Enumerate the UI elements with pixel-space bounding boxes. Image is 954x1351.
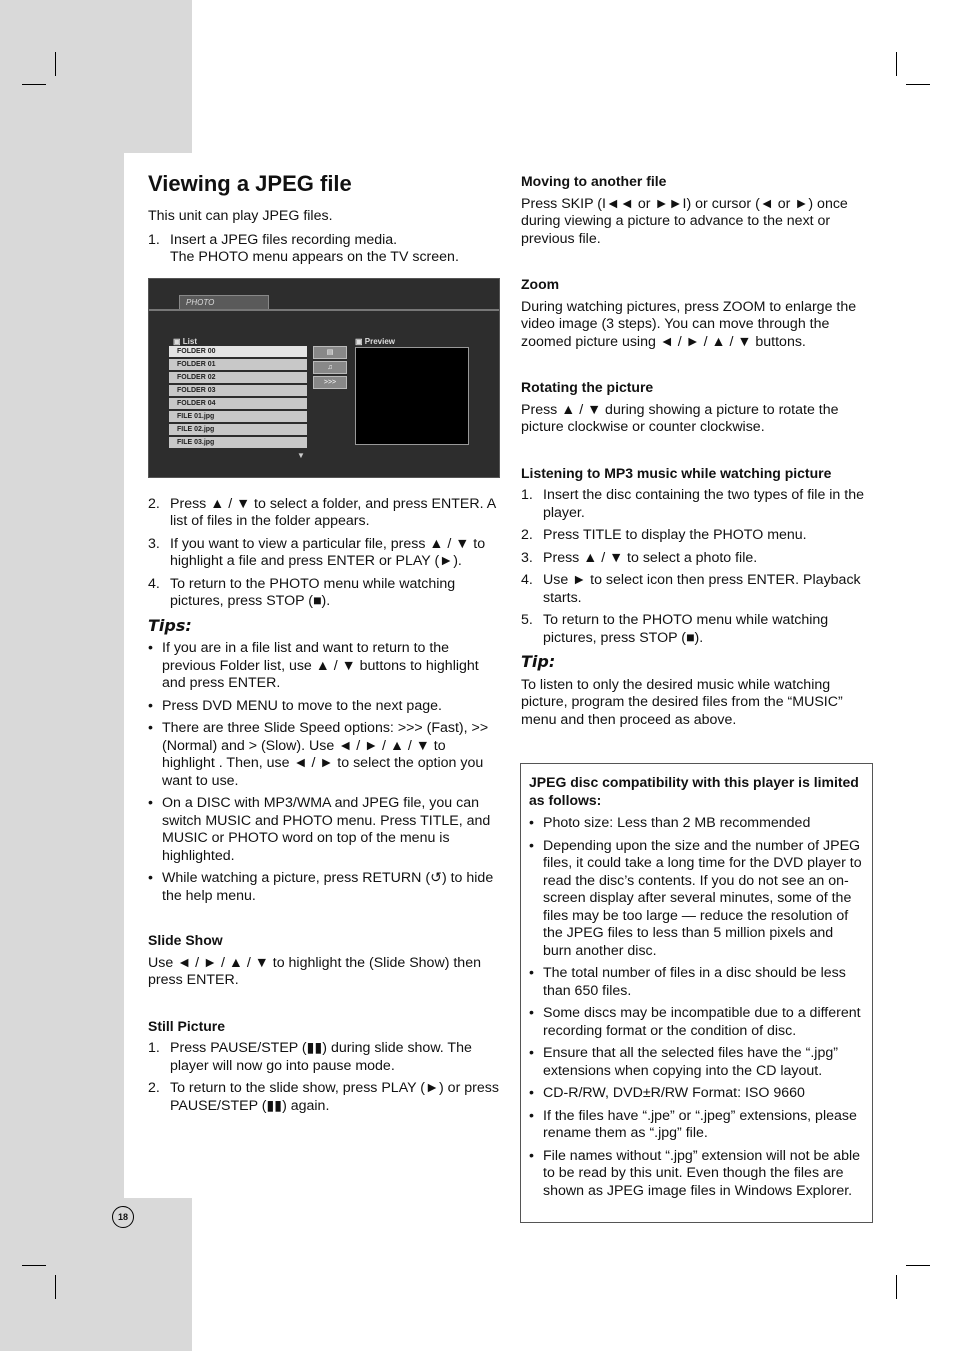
mp3-step: 2. Press TITLE to display the PHOTO menu. [521,527,807,543]
step-text: The PHOTO menu appears on the TV screen. [170,249,459,265]
compat-item: • Some discs may be incompatible due to a different recording format or the condition of disc. [529,1005,861,1039]
tip-item: • Press DVD MENU to move to the next page. [148,697,442,714]
slide-show-text: Use ◄ / ► / ▲ / ▼ to highlight the (Slide Show) then press ENTER. [148,954,481,988]
rotate-heading: Rotating the picture [521,379,654,395]
preview-window [355,347,469,445]
list-item: FOLDER 03 [169,385,307,396]
compat-item: • Depending upon the size and the number of JPEG files, it could take a long time for the DVD player to read the disc’s contents. If you do not see an on-screen display after several minutes, some of the files may be too large — reduce the resolution of the JPEG files to less than 5 million pixels and burn another disc. [529,837,862,959]
compat-item: • CD-R/RW, DVD±R/RW Format: ISO 9660 [529,1085,805,1101]
speed-button: >>> [313,376,347,389]
crop-mark [22,84,46,85]
compat-item: • File names without “.jpg” extension will not be able to be read by this unit. Even though the files are shown as JPEG image files in Windows Explorer. [529,1147,861,1199]
moving-text: Press SKIP (I◄◄ or ►►I) or cursor (◄ or ►) once during viewing a picture to advance to the next or previous file. [521,195,848,247]
tips-heading: Tips: [148,615,192,635]
list-header: ▣ List [173,336,198,346]
crop-mark [55,1275,56,1299]
crop-mark [55,52,56,76]
zoom-text: During watching pictures, press ZOOM to enlarge the video image (3 steps). You can move through the zoomed picture using ◄ / ► / ▲ / ▼ buttons. [521,298,857,350]
compatibility-box [520,763,873,1223]
still-step: 1. Press PAUSE/STEP (▮▮) during slide show. The player will now go into pause mode. [148,1040,472,1074]
zoom-heading: Zoom [521,276,560,292]
compat-item: • Ensure that all the selected files have the “.jpg” extensions when copying into the CD layout. [529,1045,838,1079]
crop-mark [22,1265,46,1266]
crop-mark [896,1275,897,1299]
step-text: Insert a JPEG files recording media. [170,231,398,248]
crop-mark [906,84,930,85]
list-item: FOLDER 04 [169,398,307,409]
slideshow-icon: ▤ [313,346,347,359]
moving-heading: Moving to another file [521,173,667,189]
list-item: FILE 01.jpg [169,411,307,422]
mp3-heading: Listening to MP3 music while watching picture [521,464,832,481]
list-item: FILE 02.jpg [169,424,307,435]
page-title: Viewing a JPEG file [148,171,352,196]
slide-show-heading: Slide Show [148,932,223,948]
music-icon: ♫ [313,361,347,374]
intro-text: This unit can play JPEG files. [148,208,333,224]
tip-heading: Tip: [521,652,556,671]
step-number: 1. [148,231,160,248]
still-picture-heading: Still Picture [148,1017,226,1034]
compatibility-heading: JPEG disc compatibility with this player is limited as follows: [529,774,859,808]
step-3: 3. If you want to view a particular file, press ▲ / ▼ to highlight a file and press ENTER or PLAY (►). [148,535,486,569]
tip-text: To listen to only the desired music while watching picture, program the desired files from the “MUSIC” menu and then proceed as above. [521,676,843,728]
step-2: 2. Press ▲ / ▼ to select a folder, and press ENTER. A list of files in the folder appears. [148,495,496,529]
tab-bar [149,309,499,311]
photo-tab: PHOTO [179,295,269,311]
page-number: 18 [112,1206,134,1228]
crop-mark [906,1265,930,1266]
tip-item: • There are three Slide Speed options: >>> (Fast), >> (Normal) and > (Slow). Use ◄ / ► / ▲ / ▼ to highlight . Then, use ◄ / ► to select the option you want to use. [148,720,489,789]
mp3-step: 5. To return to the PHOTO menu while watching pictures, press STOP (■). [521,612,829,646]
tip-item: • While watching a picture, press RETURN (↺) to hide the help menu. [148,870,494,904]
rotate-text: Press ▲ / ▼ during showing a picture to rotate the picture clockwise or counter clockwise. [521,401,839,435]
right-column [521,173,871,735]
tip-item: • If you are in a file list and want to return to the previous Folder list, use ▲ / ▼ buttons to highlight and press ENTER. [148,640,479,691]
scroll-down-icon: ▼ [297,450,305,460]
compat-item: • The total number of files in a disc should be less than 650 files. [529,965,846,999]
compat-item: • Photo size: Less than 2 MB recommended [529,815,811,831]
crop-mark [896,52,897,76]
list-item: FOLDER 02 [169,372,307,383]
tip-item: • On a DISC with MP3/WMA and JPEG file, you can switch MUSIC and PHOTO menu. Press TITLE, and MUSIC or PHOTO word on top of the menu is highlighted. [148,795,491,864]
file-list [169,346,307,450]
mp3-step: 4. Use ► to select icon then press ENTER. Playback starts. [521,572,861,606]
still-step: 2. To return to the slide show, press PLAY (►) or press PAUSE/STEP (▮▮) again. [148,1080,499,1114]
step-1 [148,232,500,267]
mp3-step: 3. Press ▲ / ▼ to select a photo file. [521,549,758,566]
osd-buttons [313,346,347,391]
preview-header: ▣ Preview [355,336,396,346]
list-item: FOLDER 01 [169,359,307,370]
step-4: 4. To return to the PHOTO menu while watching pictures, press STOP (■). [148,575,456,609]
mp3-step: 1. Insert the disc containing the two types of file in the player. [521,487,864,521]
photo-menu-screenshot [148,278,500,478]
list-item: FOLDER 00 [169,346,307,357]
left-column [148,170,500,1120]
list-item: FILE 03.jpg [169,437,307,448]
compat-item: • If the files have “.jpe” or “.jpeg” extensions, please rename them as “.jpg” file. [529,1107,857,1141]
